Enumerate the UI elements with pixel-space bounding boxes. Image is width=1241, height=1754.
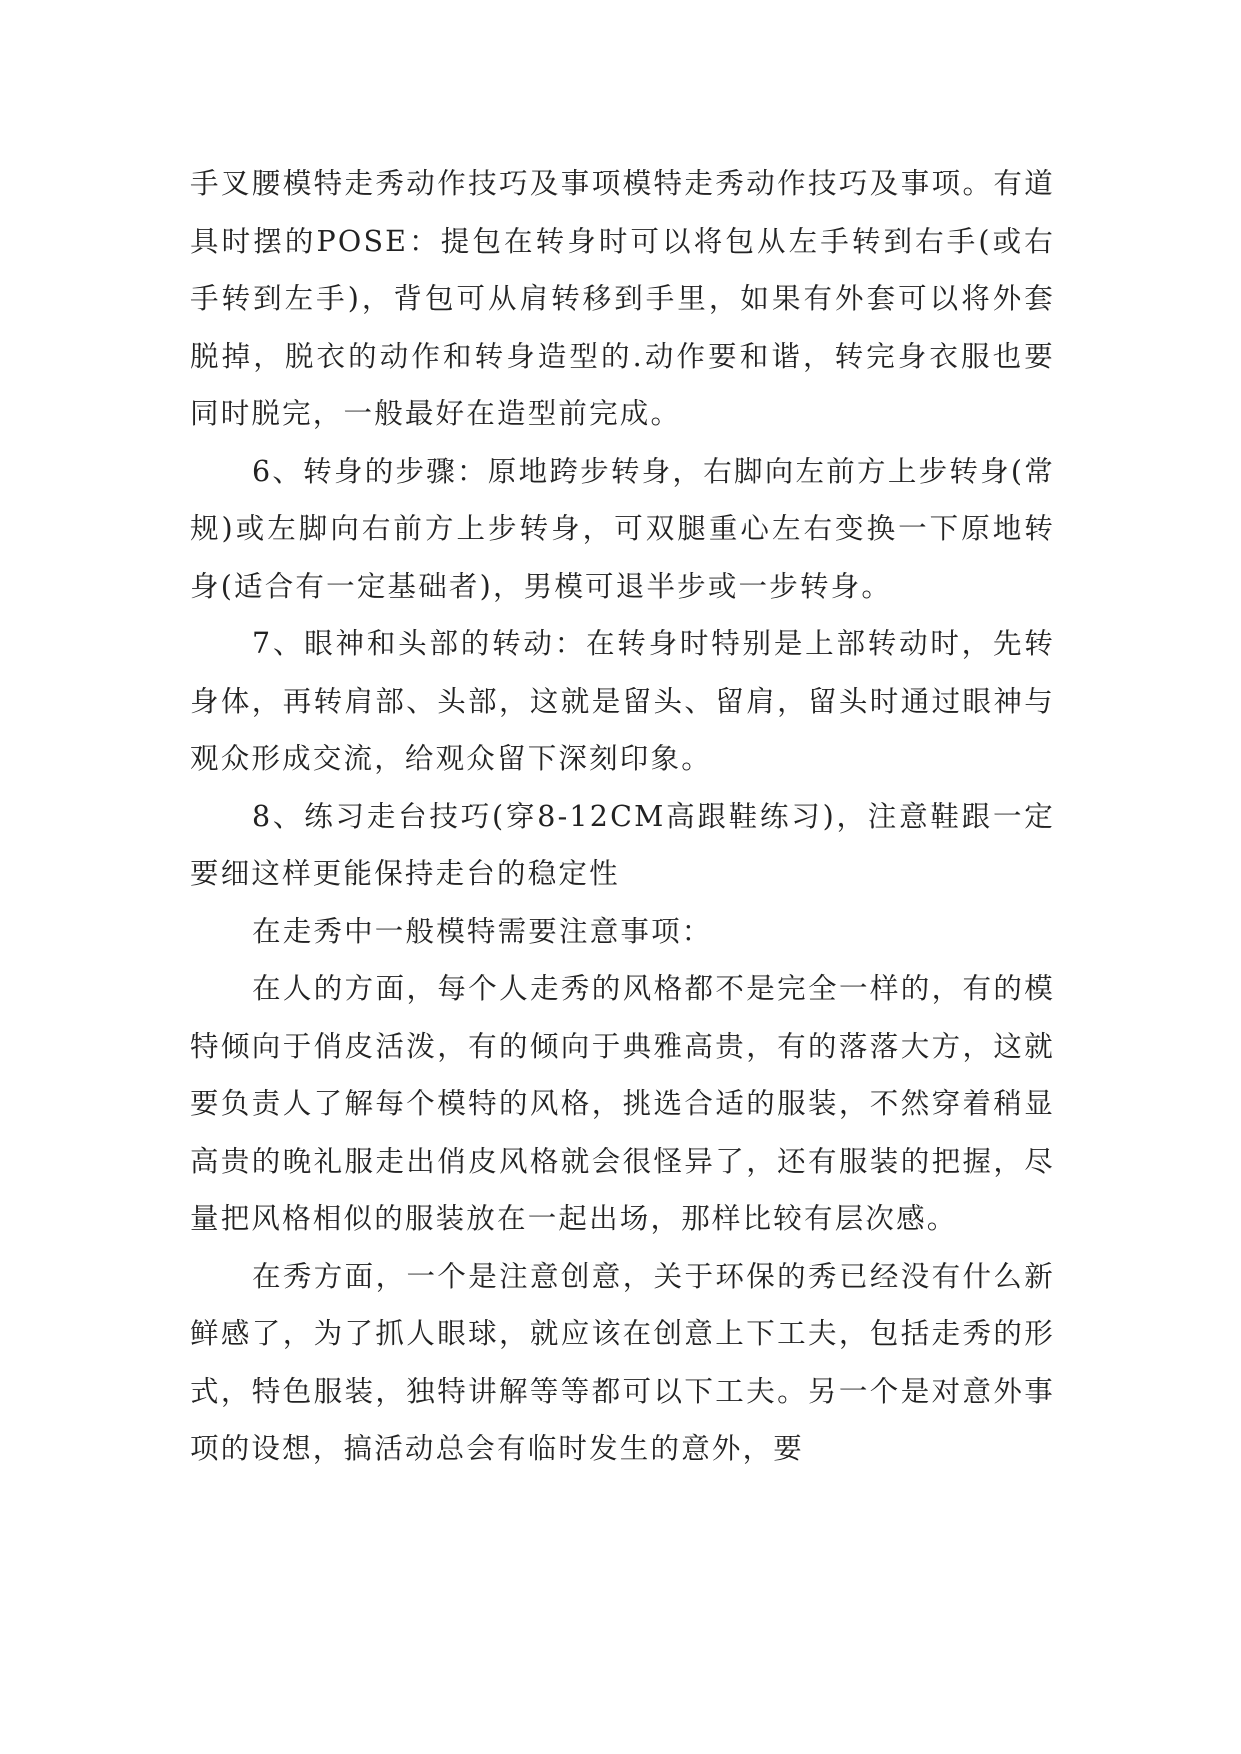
document-body (190, 155, 1055, 1478)
paragraph: 手叉腰模特走秀动作技巧及事项模特走秀动作技巧及事项。有道具时摆的POSE：提包在转身时可以将包从左手转到右手(或右手转到左手)，背包可从肩转移到手里，如果有外套可以将外套脱掉，脱衣的动作和转身造型的.动作要和谐，转完身衣服也要同时脱完，一般最好在造型前完成。 (190, 167, 1055, 430)
paragraph: 在人的方面，每个人走秀的风格都不是完全一样的，有的模特倾向于俏皮活泼，有的倾向于典雅高贵，有的落落大方，这就要负责人了解每个模特的风格，挑选合适的服装，不然穿着稍显高贵的晚礼服走出俏皮风格就会很怪异了，还有服装的把握，尽量把风格相似的服装放在一起出场，那样比较有层次感。 (190, 972, 1055, 1235)
paragraph: 7、眼神和头部的转动：在转身时特别是上部转动时，先转身体，再转肩部、头部，这就是留头、留肩，留头时通过眼神与观众形成交流，给观众留下深刻印象。 (190, 627, 1055, 775)
paragraph: 在走秀中一般模特需要注意事项： (252, 914, 713, 948)
paragraph: 8、练习走台技巧(穿8-12CM高跟鞋练习)，注意鞋跟一定要细这样更能保持走台的稳定性 (190, 799, 1055, 890)
paragraph: 6、转身的步骤：原地跨步转身，右脚向左前方上步转身(常规)或左脚向右前方上步转身，可双腿重心左右变换一下原地转身(适合有一定基础者)，男模可退半步或一步转身。 (190, 454, 1055, 603)
paragraph: 在秀方面，一个是注意创意，关于环保的秀已经没有什么新鲜感了，为了抓人眼球，就应该在创意上下工夫，包括走秀的形式，特色服装，独特讲解等等都可以下工夫。另一个是对意外事项的设想，搞活动总会有临时发生的意外，要 (190, 1259, 1055, 1465)
